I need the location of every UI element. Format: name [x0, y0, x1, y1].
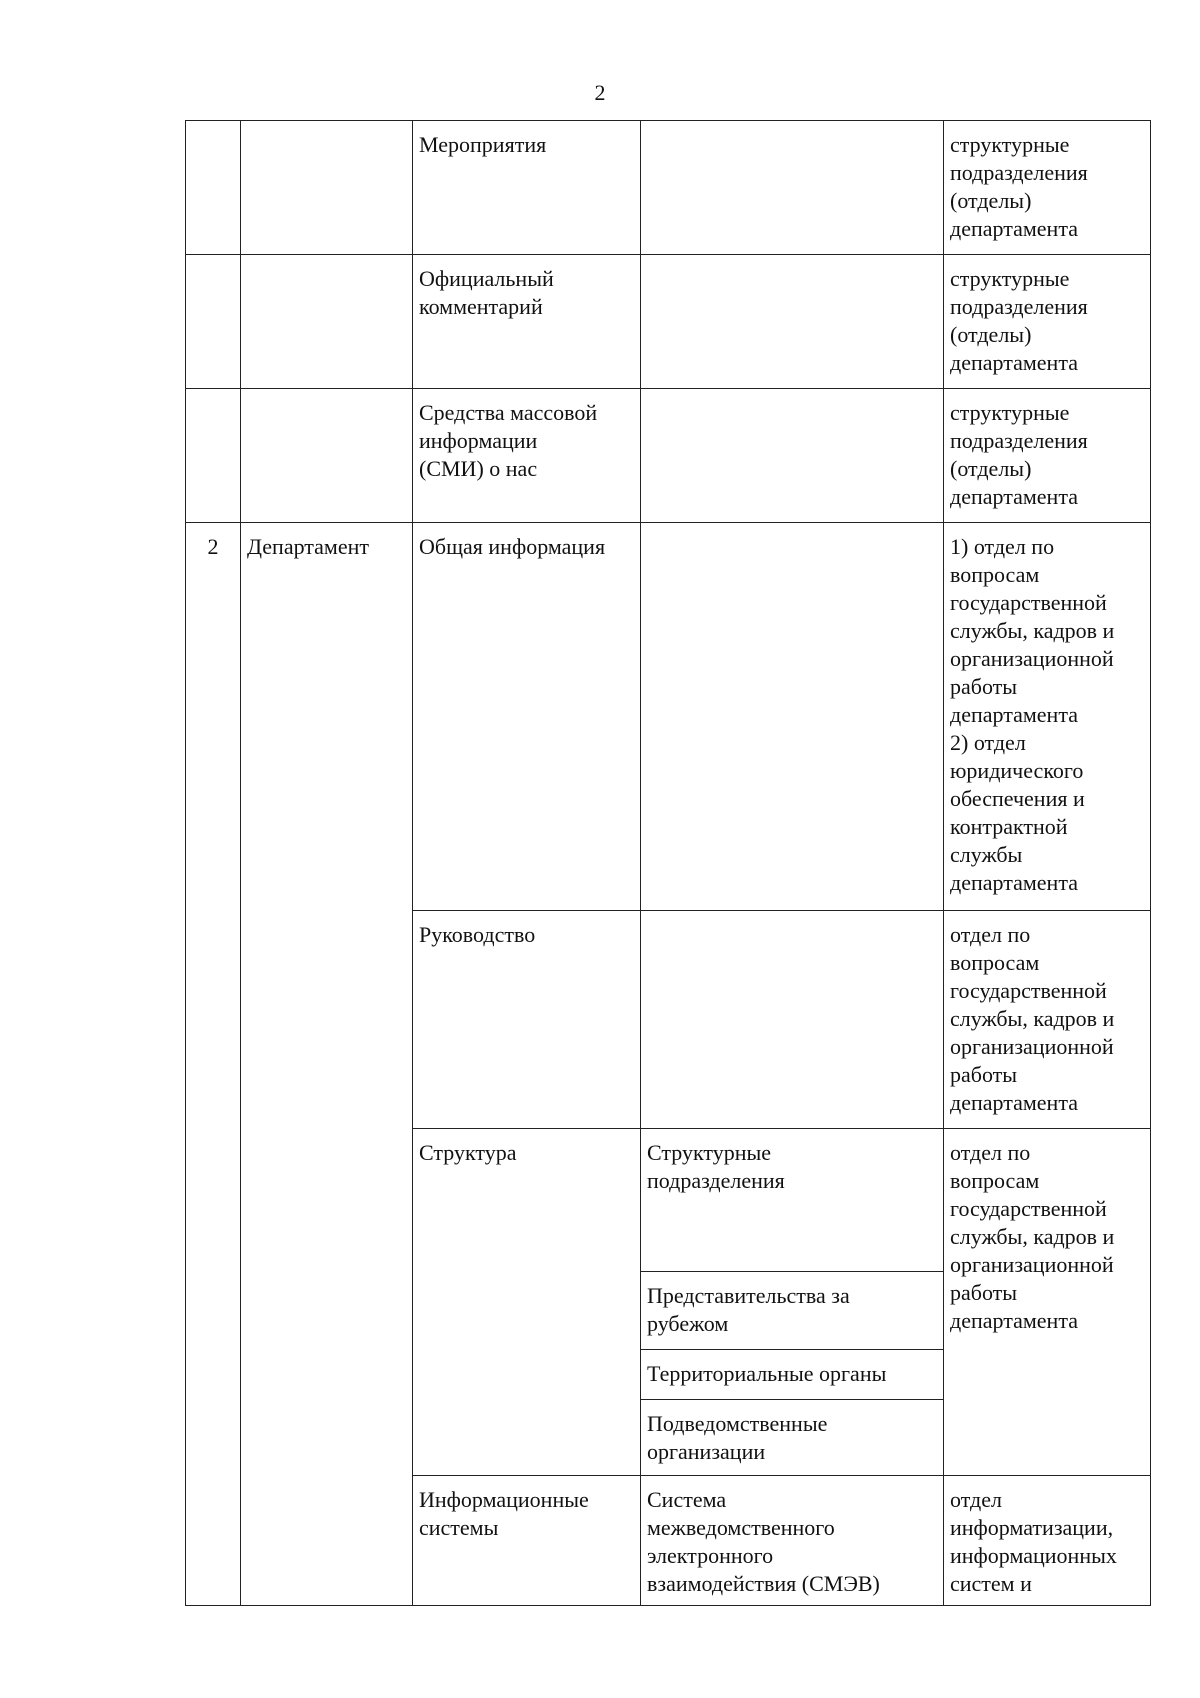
item-name: Департамент: [247, 534, 370, 559]
responsible-cell: [944, 1129, 1151, 1476]
section-label: Структура: [419, 1140, 517, 1165]
responsible-text: структурные подразделения (отделы) департамента: [950, 132, 1088, 241]
section-cell: [413, 1476, 641, 1606]
section-cell: [413, 255, 641, 389]
subsection-cell: [641, 1129, 944, 1272]
subsection-cell: [641, 911, 944, 1129]
subsection-cell: [641, 1272, 944, 1350]
section-label: Официальный комментарий: [419, 266, 554, 319]
subsection-cell: [641, 1350, 944, 1400]
subsection-cell: [641, 1400, 944, 1476]
responsible-cell: [944, 121, 1151, 255]
responsible-text: отдел по вопросам государственной службы, кадров и организационной работы департамента: [950, 922, 1115, 1115]
section-label: Средства массовой информации (СМИ) о нас: [419, 400, 598, 481]
section-label: Информационные системы: [419, 1487, 589, 1540]
section-cell: [413, 389, 641, 523]
subsection-cell: [641, 121, 944, 255]
responsible-text: отдел по вопросам государственной службы, кадров и организационной работы департамента: [950, 1140, 1115, 1333]
table-row: [186, 389, 1151, 523]
section-label: Общая информация: [419, 534, 606, 559]
section-cell: [413, 1129, 641, 1476]
responsible-cell: [944, 255, 1151, 389]
section-label: Руководство: [419, 922, 536, 947]
responsible-text: структурные подразделения (отделы) департамента: [950, 266, 1088, 375]
subsection-label: Подведомственные организации: [647, 1411, 828, 1464]
document-table: [185, 120, 1151, 1606]
table-row: [186, 121, 1151, 255]
subsection-cell: [641, 389, 944, 523]
responsible-cell: [944, 911, 1151, 1129]
subsection-label: Территориальные органы: [647, 1361, 887, 1386]
responsible-text: структурные подразделения (отделы) департамента: [950, 400, 1088, 509]
responsible-cell: [944, 389, 1151, 523]
responsible-text: отдел информатизации, информационных систем и: [950, 1487, 1117, 1596]
section-cell: [413, 121, 641, 255]
name-cell: [241, 121, 413, 255]
number-cell: [186, 389, 241, 523]
table-row: [186, 255, 1151, 389]
page-number: 2: [594, 80, 606, 105]
number-cell: [186, 121, 241, 255]
subsection-cell: [641, 1476, 944, 1606]
name-cell: [241, 255, 413, 389]
number-cell: [186, 255, 241, 389]
name-cell: [241, 389, 413, 523]
section-label: Мероприятия: [419, 132, 547, 157]
responsible-text: 1) отдел по вопросам государственной службы, кадров и организационной работы департамента 2) отдел юридического обеспечения и контрактной службы департамента: [950, 534, 1115, 895]
subsection-label: Представительства за рубежом: [647, 1283, 850, 1336]
item-number-cell: [186, 523, 241, 1606]
item-number: 2: [207, 534, 219, 559]
responsible-cell: [944, 1476, 1151, 1606]
subsection-cell: [641, 523, 944, 911]
responsible-cell: [944, 523, 1151, 911]
subsection-label: Структурные подразделения: [647, 1140, 785, 1193]
item-name-cell: [241, 523, 413, 1606]
subsection-cell: [641, 255, 944, 389]
table-row: [186, 523, 1151, 911]
section-cell: [413, 911, 641, 1129]
subsection-label: Система межведомственного электронного взаимодействия (СМЭВ): [647, 1487, 880, 1596]
section-cell: [413, 523, 641, 911]
